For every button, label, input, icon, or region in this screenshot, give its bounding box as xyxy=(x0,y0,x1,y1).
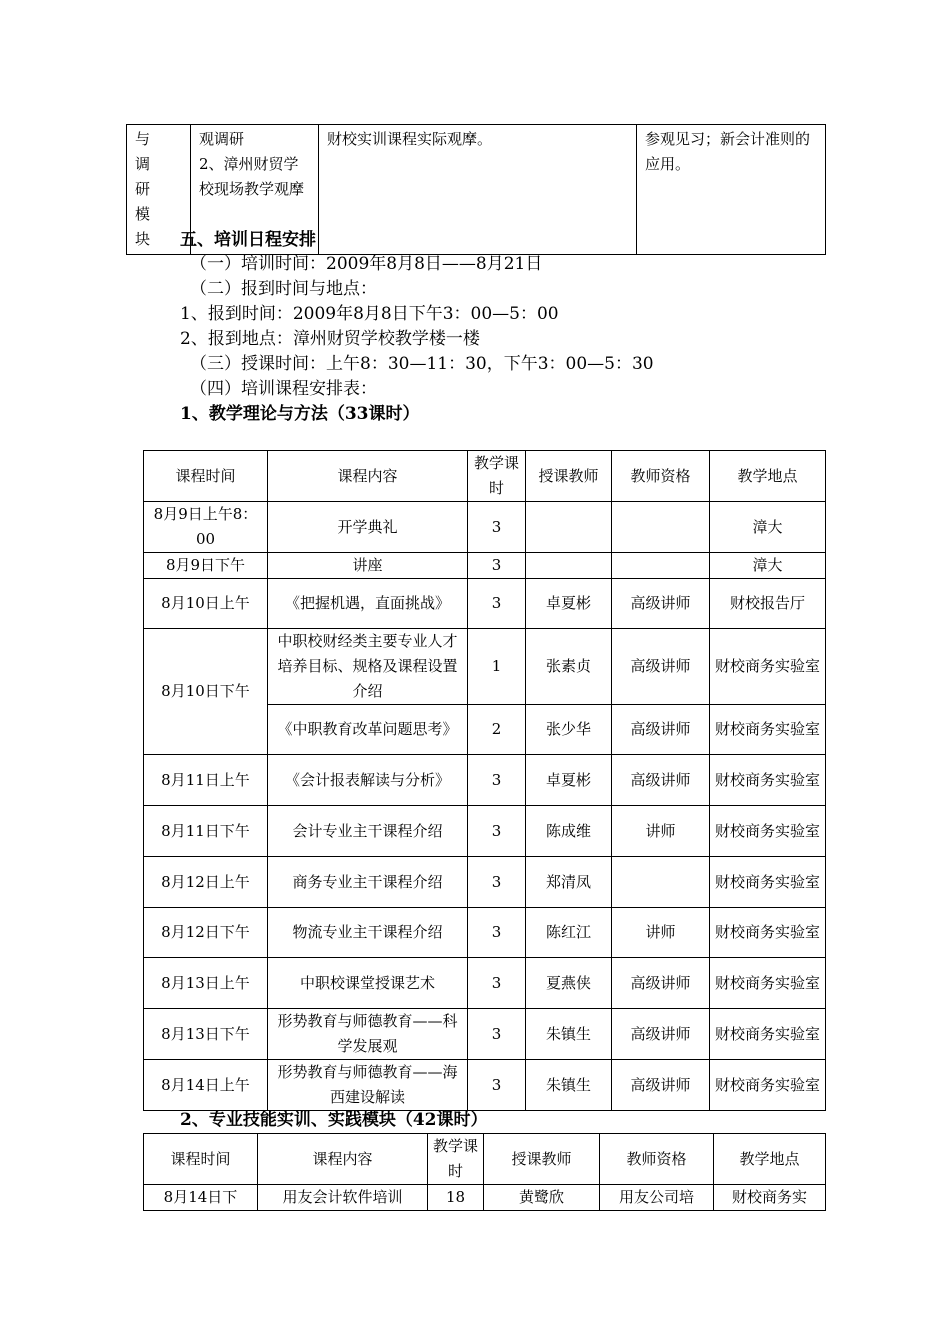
teacher-cell xyxy=(526,502,612,553)
hours-cell: 3 xyxy=(468,1060,526,1111)
table-row xyxy=(144,579,826,629)
header-cell: 教学地点 xyxy=(710,451,826,502)
table2-title: 2、专业技能实训、实践模块（42课时） xyxy=(180,1110,488,1130)
header-cell: 教学课时 xyxy=(468,451,526,502)
schedule-table-1 xyxy=(143,450,826,1111)
qualification-cell: 高级讲师 xyxy=(612,705,710,755)
teacher-cell: 张少华 xyxy=(526,705,612,755)
registration-heading: （二）报到时间与地点： xyxy=(190,279,377,299)
registration-place: 2、报到地点：漳州财贸学校教学楼一楼 xyxy=(180,329,480,349)
location-cell: 漳大 xyxy=(710,502,826,553)
header-cell: 课程内容 xyxy=(258,1134,428,1185)
teacher-cell: 朱镇生 xyxy=(526,1009,612,1060)
hours-cell: 3 xyxy=(468,1009,526,1060)
goal-cell: 参观见习；新会计准则的应用。 xyxy=(637,125,826,255)
hours-cell: 3 xyxy=(468,579,526,629)
hours-cell: 3 xyxy=(468,908,526,958)
content-cell: 讲座 xyxy=(268,553,468,579)
table-row xyxy=(144,1060,826,1111)
table-row xyxy=(144,629,826,705)
location-cell: 财校商务实验室 xyxy=(710,755,826,806)
hours-cell: 3 xyxy=(468,857,526,908)
location-cell: 财校报告厅 xyxy=(710,579,826,629)
qualification-cell: 高级讲师 xyxy=(612,958,710,1009)
schedule-table-2 xyxy=(143,1133,826,1211)
content-cell: 商务专业主干课程介绍 xyxy=(268,857,468,908)
table-row xyxy=(144,502,826,553)
qualification-cell: 讲师 xyxy=(612,908,710,958)
location-cell: 财校商务实验室 xyxy=(710,806,826,857)
schedule-heading: （四）培训课程安排表： xyxy=(190,379,377,399)
qualification-cell: 高级讲师 xyxy=(612,1060,710,1111)
content-cell: 开学典礼 xyxy=(268,502,468,553)
teacher-cell: 陈红江 xyxy=(526,908,612,958)
teacher-cell: 张素贞 xyxy=(526,629,612,705)
content-cell: 形势教育与师德教育——科学发展观 xyxy=(268,1009,468,1060)
header-cell: 教学地点 xyxy=(714,1134,826,1185)
header-cell: 课程时间 xyxy=(144,451,268,502)
table-row xyxy=(144,958,826,1009)
table1-title: 1、教学理论与方法（33课时） xyxy=(180,404,420,424)
location-cell: 漳大 xyxy=(710,553,826,579)
header-cell: 教师资格 xyxy=(600,1134,714,1185)
time-cell: 8月10日上午 xyxy=(144,579,268,629)
qualification-cell: 高级讲师 xyxy=(612,629,710,705)
teacher-cell: 陈成维 xyxy=(526,806,612,857)
time-cell: 8月14日上午 xyxy=(144,1060,268,1111)
teacher-cell: 朱镇生 xyxy=(526,1060,612,1111)
teacher-cell: 夏燕侠 xyxy=(526,958,612,1009)
time-cell: 8月10日下午 xyxy=(144,629,268,755)
table-row xyxy=(144,908,826,958)
time-cell: 8月12日上午 xyxy=(144,857,268,908)
content-cell: 中职校财经类主要专业人才培养目标、规格及课程设置介绍 xyxy=(268,629,468,705)
qualification-cell: 用友公司培 xyxy=(600,1185,714,1211)
table-header-row xyxy=(144,1134,826,1185)
class-time: （三）授课时间：上午8：30—11：30，下午3：00—5：30 xyxy=(190,354,654,374)
hours-cell: 2 xyxy=(468,705,526,755)
time-cell: 8月11日上午 xyxy=(144,755,268,806)
table-row xyxy=(144,755,826,806)
location-cell: 财校商务实 xyxy=(714,1185,826,1211)
content-cell: 《把握机遇，直面挑战》 xyxy=(268,579,468,629)
table-header-row xyxy=(144,451,826,502)
header-cell: 授课教师 xyxy=(484,1134,600,1185)
time-cell: 8月9日上午8：00 xyxy=(144,502,268,553)
time-cell: 8月13日下午 xyxy=(144,1009,268,1060)
time-cell: 8月14日下 xyxy=(144,1185,258,1211)
hours-cell: 3 xyxy=(468,553,526,579)
header-cell: 教学课时 xyxy=(428,1134,484,1185)
content-cell: 《会计报表解读与分析》 xyxy=(268,755,468,806)
content-cell: 中职校课堂授课艺术 xyxy=(268,958,468,1009)
qualification-cell: 高级讲师 xyxy=(612,579,710,629)
time-cell: 8月12日下午 xyxy=(144,908,268,958)
activity-line: 观调研 xyxy=(199,130,245,148)
teacher-cell: 黄鹭欣 xyxy=(484,1185,600,1211)
qualification-cell: 高级讲师 xyxy=(612,755,710,806)
content-cell: 会计专业主干课程介绍 xyxy=(268,806,468,857)
time-cell: 8月9日下午 xyxy=(144,553,268,579)
location-cell: 财校商务实验室 xyxy=(710,705,826,755)
qualification-cell xyxy=(612,857,710,908)
qualification-cell: 讲师 xyxy=(612,806,710,857)
table-row xyxy=(144,553,826,579)
table-row xyxy=(144,806,826,857)
header-cell: 课程内容 xyxy=(268,451,468,502)
location-cell: 财校商务实验室 xyxy=(710,908,826,958)
teacher-cell: 卓夏彬 xyxy=(526,755,612,806)
table-row xyxy=(144,857,826,908)
hours-cell: 3 xyxy=(468,806,526,857)
module-cell: 与 调 研 模 块 xyxy=(127,125,191,255)
content-cell: 《中职教育改革问题思考》 xyxy=(268,705,468,755)
header-cell: 教师资格 xyxy=(612,451,710,502)
table-row xyxy=(144,1185,826,1211)
hours-cell: 3 xyxy=(468,755,526,806)
location-cell: 财校商务实验室 xyxy=(710,629,826,705)
content-cell: 用友会计软件培训 xyxy=(258,1185,428,1211)
hours-cell: 18 xyxy=(428,1185,484,1211)
hours-cell: 1 xyxy=(468,629,526,705)
header-cell: 授课教师 xyxy=(526,451,612,502)
content-cell: 形势教育与师德教育——海西建设解读 xyxy=(268,1060,468,1111)
section-5-title: 五、培训日程安排 xyxy=(180,230,316,250)
activity-line: 2、漳州财贸学校现场教学观摩 xyxy=(199,155,305,198)
time-cell: 8月11日下午 xyxy=(144,806,268,857)
qualification-cell xyxy=(612,502,710,553)
hours-cell: 3 xyxy=(468,958,526,1009)
location-cell: 财校商务实验室 xyxy=(710,1009,826,1060)
content-cell: 财校实训课程实际观摩。 xyxy=(319,125,637,255)
location-cell: 财校商务实验室 xyxy=(710,857,826,908)
time-cell: 8月13日上午 xyxy=(144,958,268,1009)
training-time: （一）培训时间：2009年8月8日——8月21日 xyxy=(190,254,543,274)
header-cell: 课程时间 xyxy=(144,1134,258,1185)
table-row xyxy=(144,1009,826,1060)
teacher-cell xyxy=(526,553,612,579)
teacher-cell: 卓夏彬 xyxy=(526,579,612,629)
hours-cell: 3 xyxy=(468,502,526,553)
teacher-cell: 郑清凤 xyxy=(526,857,612,908)
location-cell: 财校商务实验室 xyxy=(710,1060,826,1111)
qualification-cell xyxy=(612,553,710,579)
registration-time: 1、报到时间：2009年8月8日下午3：00—5：00 xyxy=(180,304,559,324)
qualification-cell: 高级讲师 xyxy=(612,1009,710,1060)
location-cell: 财校商务实验室 xyxy=(710,958,826,1009)
content-cell: 物流专业主干课程介绍 xyxy=(268,908,468,958)
